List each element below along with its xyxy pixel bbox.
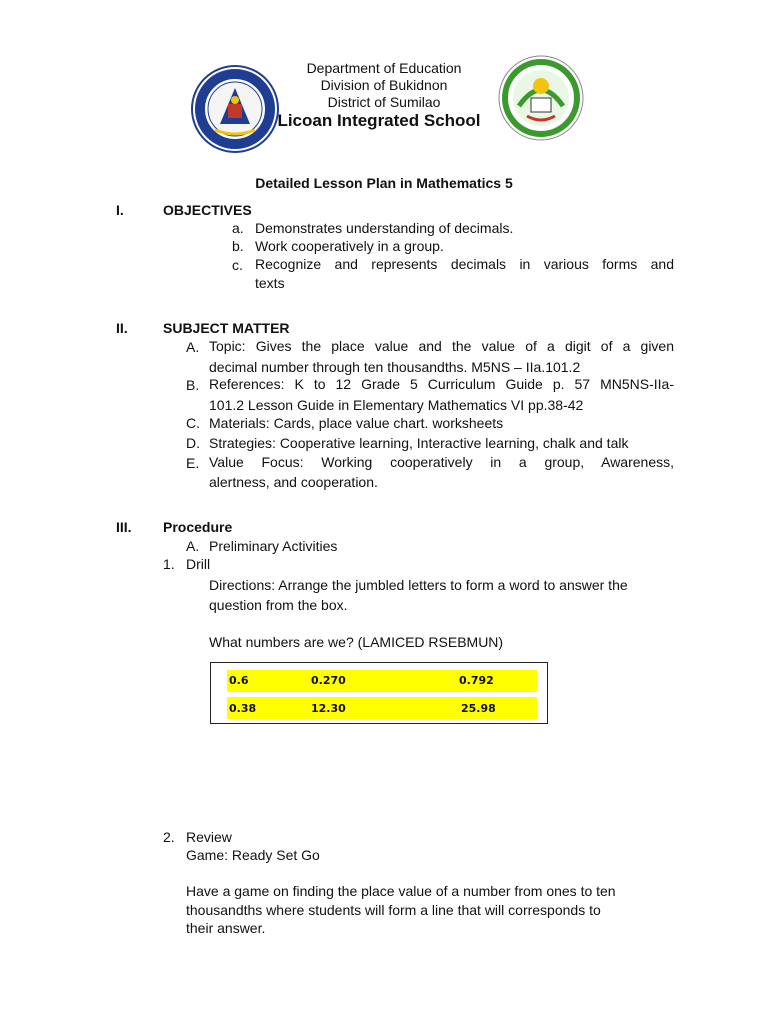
subject-item: Topic: Gives the place value and the value of a digit of a given bbox=[209, 338, 674, 354]
subject-item: Value Focus: Working cooperatively in a group, Awareness, bbox=[209, 454, 674, 470]
objective-marker: b. bbox=[232, 238, 244, 254]
objective-item-continued: texts bbox=[255, 275, 285, 291]
objective-item: Demonstrates understanding of decimals. bbox=[255, 220, 514, 236]
subject-marker: B. bbox=[186, 377, 200, 393]
review-description: Have a game on finding the place value of a number from ones to ten bbox=[186, 883, 616, 899]
subject-item-continued: decimal number through ten thousandths. M5NS – IIa.101.2 bbox=[209, 359, 581, 375]
review-label: Review bbox=[186, 829, 232, 845]
school-name: Licoan Integrated School bbox=[277, 111, 481, 130]
objective-marker: a. bbox=[232, 220, 244, 236]
drill-marker: 1. bbox=[163, 556, 175, 572]
section-numeral-subject-matter: II. bbox=[116, 320, 128, 336]
drill-number: 0.270 bbox=[311, 674, 346, 687]
section-numeral-objectives: I. bbox=[116, 202, 124, 218]
department-name: Department of Education bbox=[306, 60, 462, 76]
drill-question: What numbers are we? (LAMICED RSEBMUN) bbox=[209, 634, 504, 650]
subject-item: Materials: Cards, place value chart. worksheets bbox=[209, 415, 504, 431]
objective-item: Recognize and represents decimals in various forms and bbox=[255, 256, 674, 272]
preliminary-activities-label: Preliminary Activities bbox=[209, 538, 338, 554]
subject-item-continued: 101.2 Lesson Guide in Elementary Mathematics VI pp.38-42 bbox=[209, 397, 584, 413]
subject-item-continued: alertness, and cooperation. bbox=[209, 474, 378, 490]
review-description: their answer. bbox=[186, 920, 266, 936]
subject-marker: D. bbox=[186, 435, 200, 451]
review-description: thousandths where students will form a line that will corresponds to bbox=[186, 902, 601, 918]
subject-item: Strategies: Cooperative learning, Interactive learning, chalk and talk bbox=[209, 435, 629, 451]
district-name: District of Sumilao bbox=[327, 94, 441, 110]
drill-directions-continued: question from the box. bbox=[209, 597, 348, 613]
section-heading-procedure: Procedure bbox=[163, 519, 233, 535]
drill-number: 0.6 bbox=[229, 674, 249, 687]
objective-item: Work cooperatively in a group. bbox=[255, 238, 444, 254]
document-title: Detailed Lesson Plan in Mathematics 5 bbox=[255, 175, 513, 191]
drill-number: 25.98 bbox=[461, 702, 496, 715]
drill-label: Drill bbox=[186, 556, 211, 572]
section-heading-objectives: OBJECTIVES bbox=[163, 202, 252, 218]
subject-item: References: K to 12 Grade 5 Curriculum Guide p. 57 MN5NS-IIa- bbox=[209, 376, 674, 392]
review-marker: 2. bbox=[163, 829, 175, 845]
drill-number: 12.30 bbox=[311, 702, 346, 715]
procedure-marker: A. bbox=[186, 538, 200, 554]
objective-marker: c. bbox=[232, 257, 243, 273]
review-game: Game: Ready Set Go bbox=[186, 847, 320, 863]
drill-number: 0.38 bbox=[229, 702, 257, 715]
subject-marker: E. bbox=[186, 455, 200, 471]
subject-marker: A. bbox=[186, 339, 200, 355]
division-name: Division of Bukidnon bbox=[320, 77, 448, 93]
section-heading-subject-matter: SUBJECT MATTER bbox=[163, 320, 290, 336]
drill-directions: Directions: Arrange the jumbled letters to form a word to answer the bbox=[209, 577, 628, 593]
section-numeral-procedure: III. bbox=[116, 519, 132, 535]
subject-marker: C. bbox=[186, 415, 200, 431]
drill-number: 0.792 bbox=[459, 674, 494, 687]
